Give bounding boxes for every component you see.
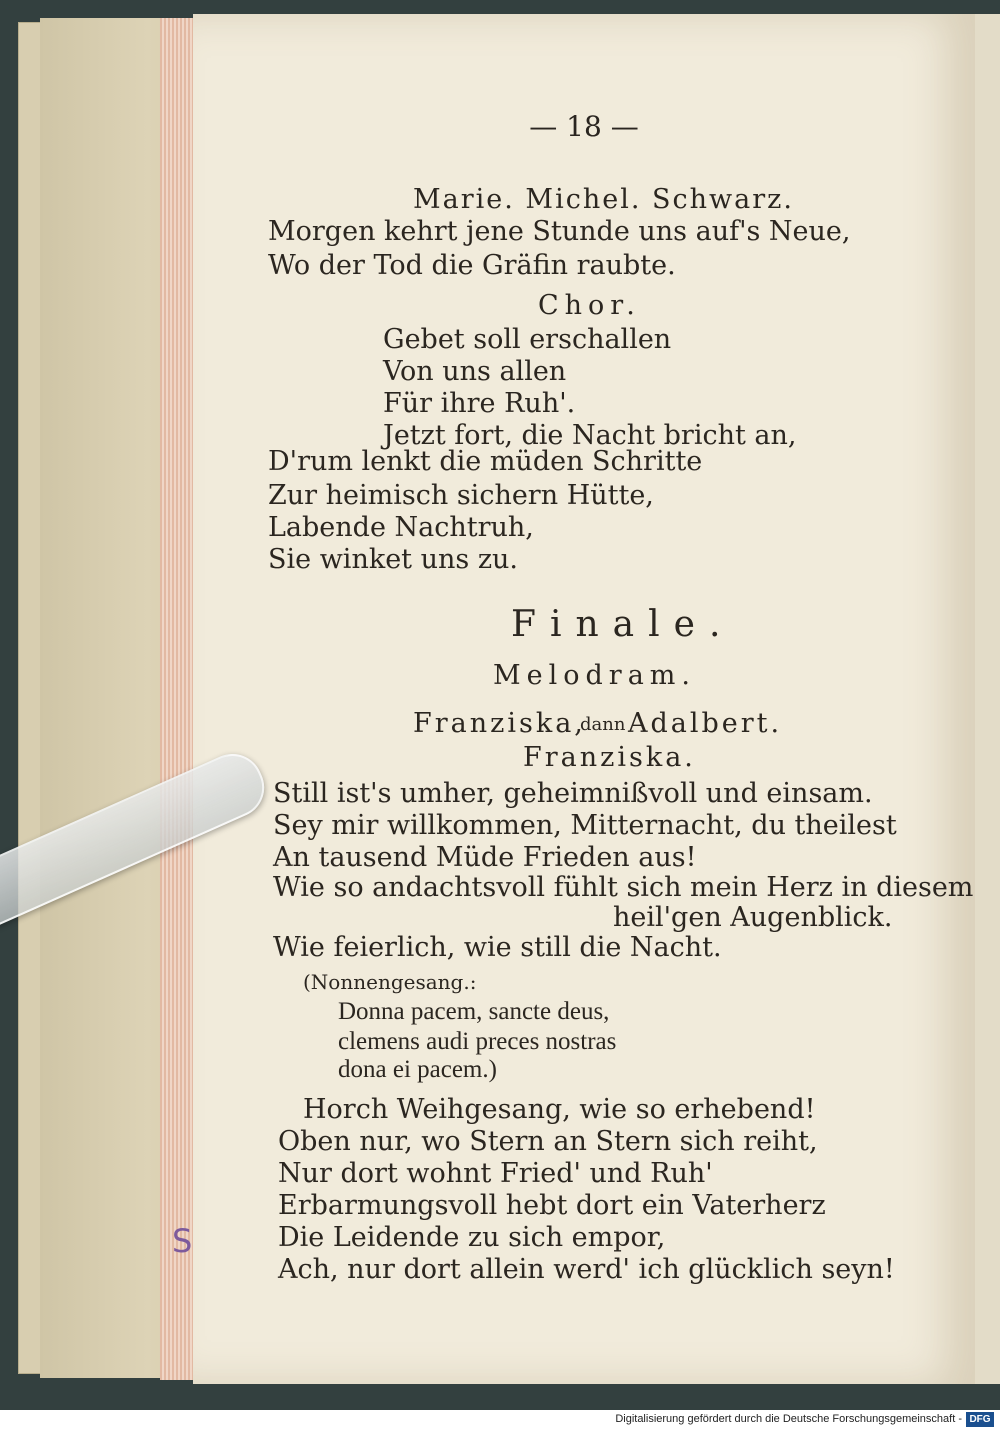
text-line: Morgen kehrt jene Stunde uns auf's Neue,	[268, 216, 851, 247]
facing-page-edge	[975, 14, 1000, 1384]
library-stamp: S	[172, 1222, 193, 1260]
chorus-heading: Chor.	[538, 290, 641, 321]
speaker-franziska: Franziska,	[413, 708, 586, 739]
text-line: D'rum lenkt die müden Schritte	[268, 446, 703, 477]
text-line: heil'gen Augenblick.	[613, 902, 893, 933]
text-line: Wie so andachtsvoll fühlt sich mein Herz in diesem	[273, 872, 974, 903]
speaker-adalbert: Adalbert.	[628, 708, 783, 739]
text-line: Still ist's umher, geheimnißvoll und einsam.	[273, 778, 873, 809]
text-line: Die Leidende zu sich empor,	[278, 1222, 666, 1253]
text-line: Labende Nachtruh,	[268, 512, 534, 543]
text-line: Von uns allen	[383, 356, 567, 387]
footer-credit: Digitalisierung gefördert durch die Deutsche Forschungsgemeinschaft -	[615, 1413, 962, 1425]
latin-line: dona ei pacem.)	[338, 1056, 497, 1083]
text-line: Gebet soll erschallen	[383, 324, 672, 355]
text-line: Jetzt fort, die Nacht bricht an,	[383, 420, 797, 451]
melodram-heading: Melodram.	[493, 660, 696, 691]
dfg-logo-icon: DFG	[966, 1412, 994, 1427]
text-line: Wo der Tod die Gräfin raubte.	[268, 250, 676, 281]
text-line: Erbarmungsvoll hebt dort ein Vaterherz	[278, 1190, 826, 1221]
finale-heading: Finale.	[511, 604, 735, 645]
text-line: Wie feierlich, wie still die Nacht.	[273, 932, 722, 963]
speaker-connector: dann	[580, 714, 626, 735]
text-line: Sie winket uns zu.	[268, 544, 519, 575]
text-line: Nur dort wohnt Fried' und Ruh'	[278, 1158, 713, 1189]
stage-direction: (Nonnengesang.:	[303, 970, 477, 994]
digitization-footer	[0, 1410, 1000, 1430]
text-line: Für ihre Ruh'.	[383, 388, 576, 419]
speaker-names: Marie. Michel. Schwarz.	[413, 184, 794, 215]
text-line: An tausend Müde Frieden aus!	[273, 842, 697, 873]
speaker-heading: Franziska.	[523, 742, 696, 773]
text-line: Sey mir willkommen, Mitternacht, du theilest	[273, 810, 897, 841]
text-line: Ach, nur dort allein werd' ich glücklich seyn!	[278, 1254, 895, 1285]
text-line: Horch Weihgesang, wie so erhebend!	[303, 1094, 816, 1125]
latin-line: Donna pacem, sancte deus,	[338, 998, 610, 1025]
book-page	[193, 14, 975, 1384]
latin-line: clemens audi preces nostras	[338, 1028, 617, 1055]
text-line: Zur heimisch sichern Hütte,	[268, 480, 654, 511]
text-line: Oben nur, wo Stern an Stern sich reiht,	[278, 1126, 818, 1157]
page-number: — 18 —	[529, 110, 639, 143]
